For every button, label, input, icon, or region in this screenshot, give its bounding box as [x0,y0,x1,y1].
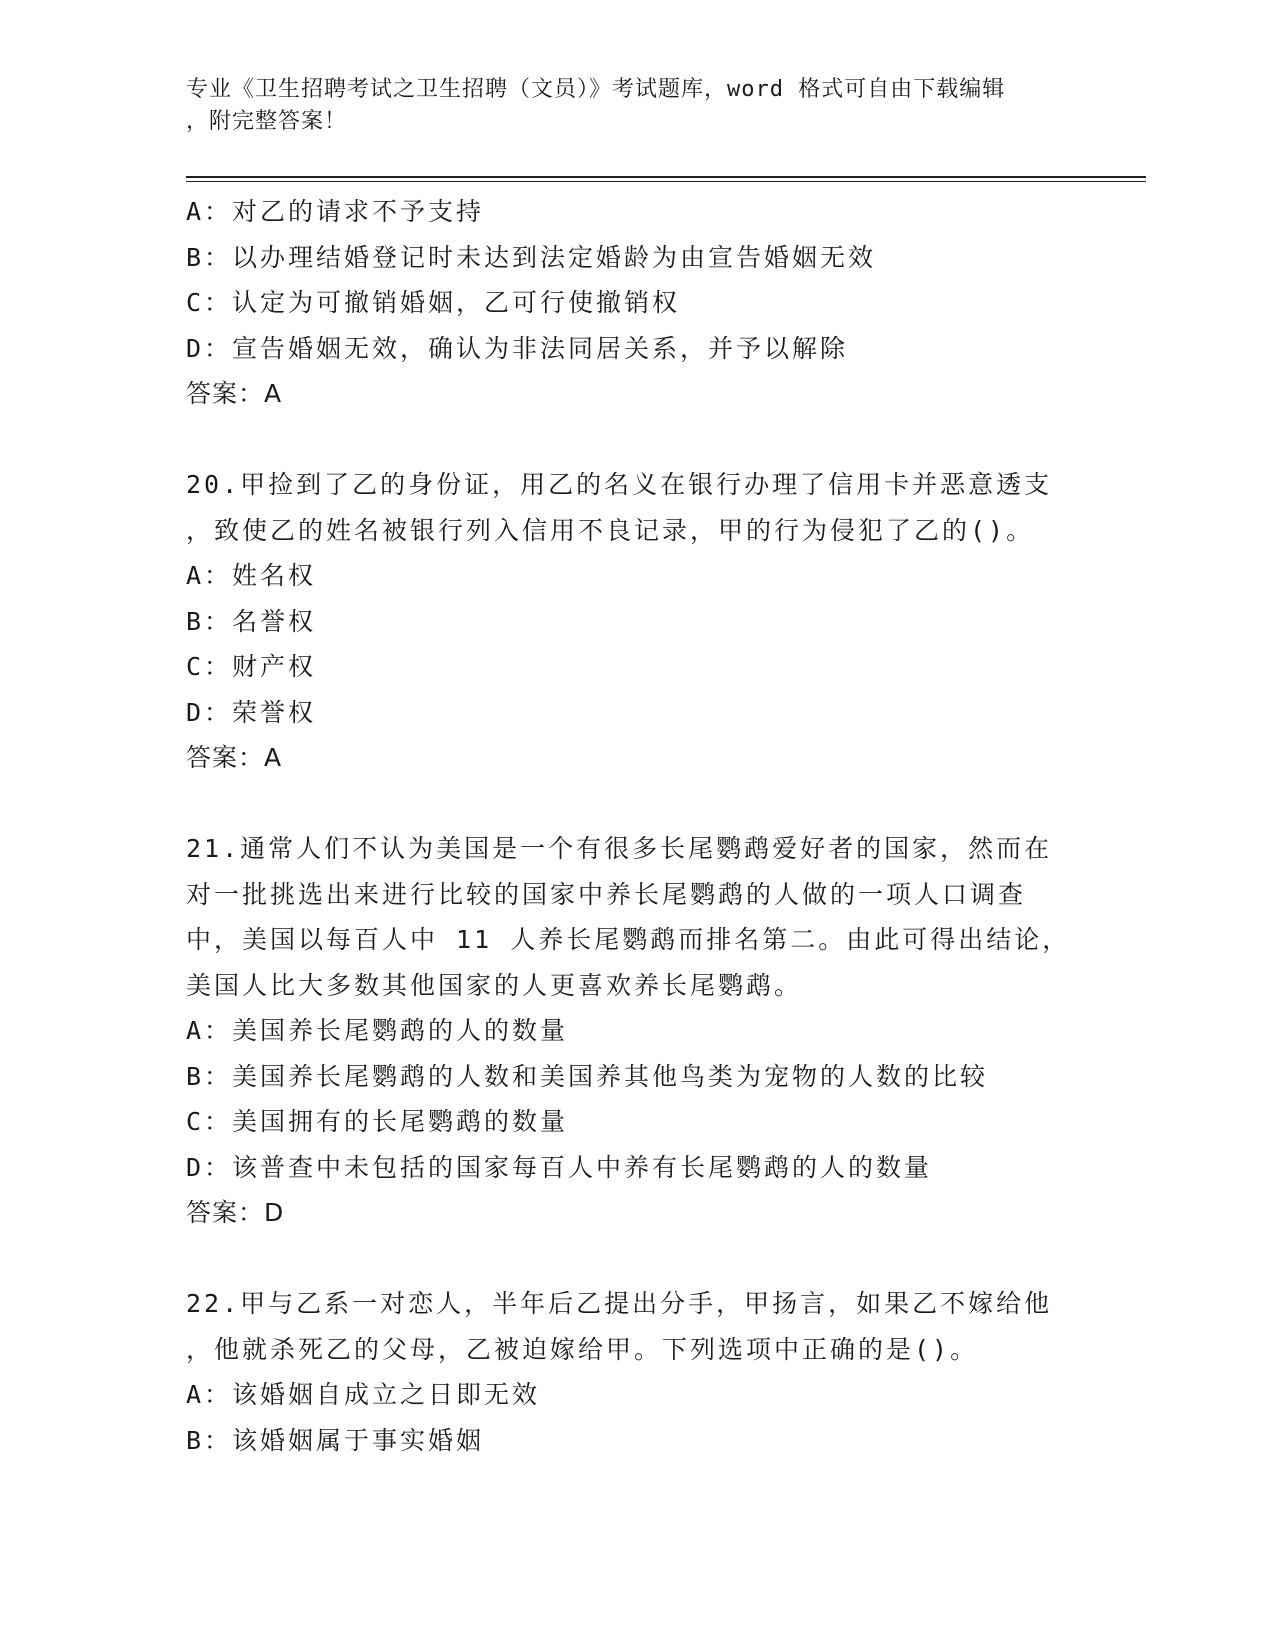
option-b: B：美国养长尾鹦鹉的人数和美国养其他鸟类为宠物的人数的比较 [186,1061,989,1091]
header-rule-thin [186,181,1146,182]
answer-label: 答案：A [186,743,283,772]
question-stem-line: ，致使乙的姓名被银行列入信用不良记录，甲的行为侵犯了乙的()。 [186,515,1035,545]
header-line-1: 专业《卫生招聘考试之卫生招聘（文员）》考试题库，word 格式可自由下载编辑 [186,77,1006,102]
option-c: C：认定为可撤销婚姻，乙可行使撤销权 [186,288,681,317]
document-header [186,74,1066,138]
question-stem-line: 对一批挑选出来进行比较的国家中养长尾鹦鹉的人做的一项人口调查 [186,879,1027,909]
header-line-2: ，附完整答案！ [186,109,348,134]
question-content [186,189,1086,1463]
spacer [186,781,1086,827]
option-d: D：该普查中未包括的国家每百人中养有长尾鹦鹉的人的数量 [186,1152,933,1182]
option-b: B：该婚姻属于事实婚姻 [186,1425,485,1455]
spacer [186,1236,1086,1282]
question-21 [186,826,1086,1236]
question-stem-line: 20.甲捡到了乙的身份证，用乙的名义在银行办理了信用卡并恶意透支 [186,470,1053,499]
question-stem-line: 21.通常人们不认为美国是一个有很多长尾鹦鹉爱好者的国家，然而在 [186,834,1053,863]
question-stem-line: 美国人比大多数其他国家的人更喜欢养长尾鹦鹉。 [186,970,803,1000]
question-stem-line: 22.甲与乙系一对恋人，半年后乙提出分手，甲扬言，如果乙不嫁给他 [186,1289,1053,1318]
option-c: C：美国拥有的长尾鹦鹉的数量 [186,1107,569,1136]
option-d: D：宣告婚姻无效，确认为非法同居关系，并予以解除 [186,333,849,363]
option-a: A：该婚姻自成立之日即无效 [186,1380,541,1409]
header-rule-thick [186,176,1146,178]
prev-question [186,189,1086,417]
question-stem-line: 中，美国以每百人中 11 人养长尾鹦鹉而排名第二。由此可得出结论， [186,925,1071,954]
question-20 [186,462,1086,781]
option-a: A：美国养长尾鹦鹉的人的数量 [186,1016,569,1045]
option-d: D：荣誉权 [186,697,317,727]
option-a: A：姓名权 [186,561,317,590]
spacer [186,417,1086,463]
option-b: B：以办理结婚登记时未达到法定婚龄为由宣告婚姻无效 [186,242,877,272]
question-22 [186,1281,1086,1463]
answer-label: 答案：A [186,379,283,408]
option-c: C：财产权 [186,652,317,681]
option-a: A：对乙的请求不予支持 [186,197,485,226]
option-b: B：名誉权 [186,606,317,636]
answer-label: 答案：D [186,1198,285,1227]
question-stem-line: ，他就杀死乙的父母，乙被迫嫁给甲。下列选项中正确的是()。 [186,1334,979,1364]
